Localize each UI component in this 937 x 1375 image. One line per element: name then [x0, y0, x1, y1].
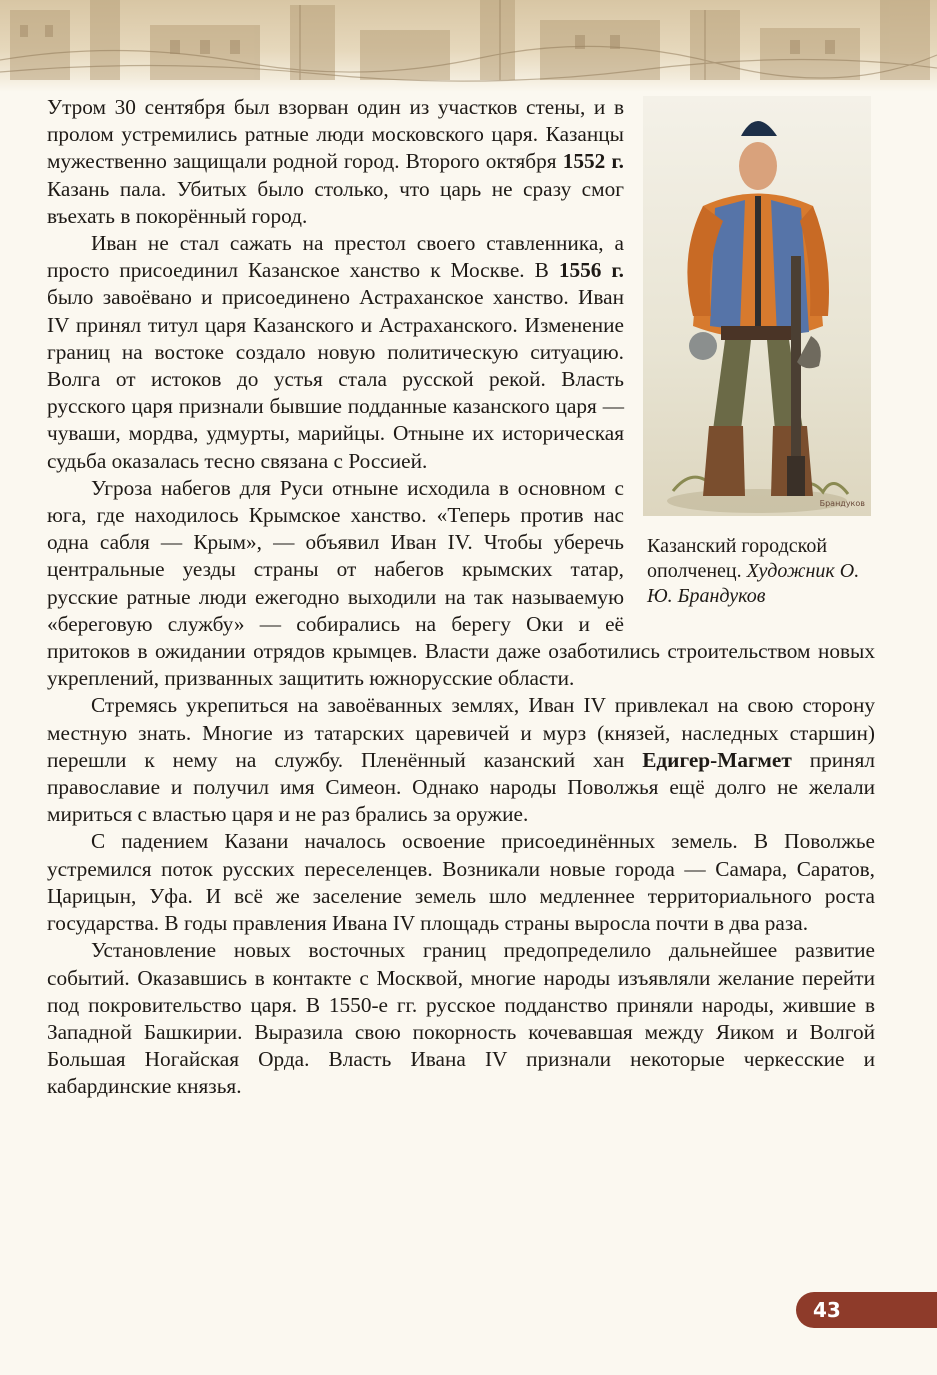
paragraph-6: Установление новых восточных границ предопределило дальнейшее развитие событий. Оказавшись в контакте с Москвой, многие народы изъявляли желание перейти под покровительство царя. В 1550-е гг. русское подданство приняли народы, жившие в Западной Башкирии. Выразила свою покорность кочевавшая между Яиком и Волгой Большая Ногайская Орда. Власть Ивана IV признали некоторые черкесские и кабардинские князья.	[47, 938, 875, 1099]
date-1552: 1552 г.	[562, 149, 624, 174]
paragraph-1-text-a: Утром 30 сентября был взорван один из участков стены, и в пролом устремились ратные люди московского царя. Казанцы мужественно защищали родной город. Второго октября	[47, 95, 624, 174]
paragraph-4	[47, 692, 875, 828]
date-1556: 1556 г.	[558, 258, 624, 283]
historical-town-banner-icon	[0, 0, 937, 92]
paragraph-4-text-a: Стремясь укрепиться на завоёванных землях, Иван IV привлекал на свою сторону местную знать. Многие из татарских царевичей и мурз (князей, наследных старшин) перешли к нему на службу. Пленённый казанский хан	[47, 693, 875, 772]
caption-text: Казанский городской ополченец.	[647, 535, 828, 582]
paragraph-1-text-c: Казань пала. Убитых было столько, что царь не сразу смог въехать в покорённый город.	[47, 176, 624, 228]
header-banner	[0, 0, 937, 92]
paragraph-5: С падением Казани началось освоение присоединённых земель. В Поволжье устремился поток русских переселенцев. Возникали новые города — Самара, Саратов, Царицын, Уфа. И всё же заселение земель шло медленнее территориального роста государства. В годы правления Ивана IV площадь страны выросла почти в два раза.	[47, 829, 875, 936]
militiaman-illustration-icon	[643, 96, 871, 516]
name-ediger-magmet: Едигер-Магмет	[642, 747, 792, 772]
paragraph-2-text-c: было завоёвано и присоединено Астраханское ханство. Иван IV принял титул царя Казанского и Астраханского. Изменение границ на востоке создало новую политическую ситуацию. Волга от истоков до устья стала русской рекой. Власть русского царя признали бывшие подданные казанского царя — чуваши, мордва, удмурты, марийцы. Отныне их историческая судьба оказалась тесно связана с Россией.	[47, 285, 624, 473]
figure-caption	[642, 534, 878, 609]
figure	[642, 96, 878, 609]
paragraph-3: Угроза набегов для Руси отныне исходила в основном с юга, где находилось Крымское ханство. «Теперь против нас одна сабля — Крым», — объявил Иван IV. Чтобы уберечь центральные уезды страны от набегов крымских татар, русские ратные люди ежегодно выходили на так называемую «береговую службу» — собирались на берегу Оки и её притоков в ожидании отрядов крымцев. Власти даже озаботились строительством новых укреплений, призванных защитить южнорусские области.	[47, 475, 875, 691]
paragraph-2-text-a: Иван не стал сажать на престол своего ставленника, а просто присоединил Казанское ханство к Москве. В	[47, 231, 624, 283]
page-number: 43	[796, 1292, 937, 1328]
caption-author: Художник О. Ю. Брандуков	[647, 560, 860, 607]
page-body	[47, 94, 875, 1101]
artist-signature: Брандуков	[819, 499, 865, 508]
paragraph-4-text-c: принял православие и получил имя Симеон. Однако народы Поволжья ещё долго не желали мириться с властью царя и не раз брались за оружие.	[47, 747, 876, 827]
